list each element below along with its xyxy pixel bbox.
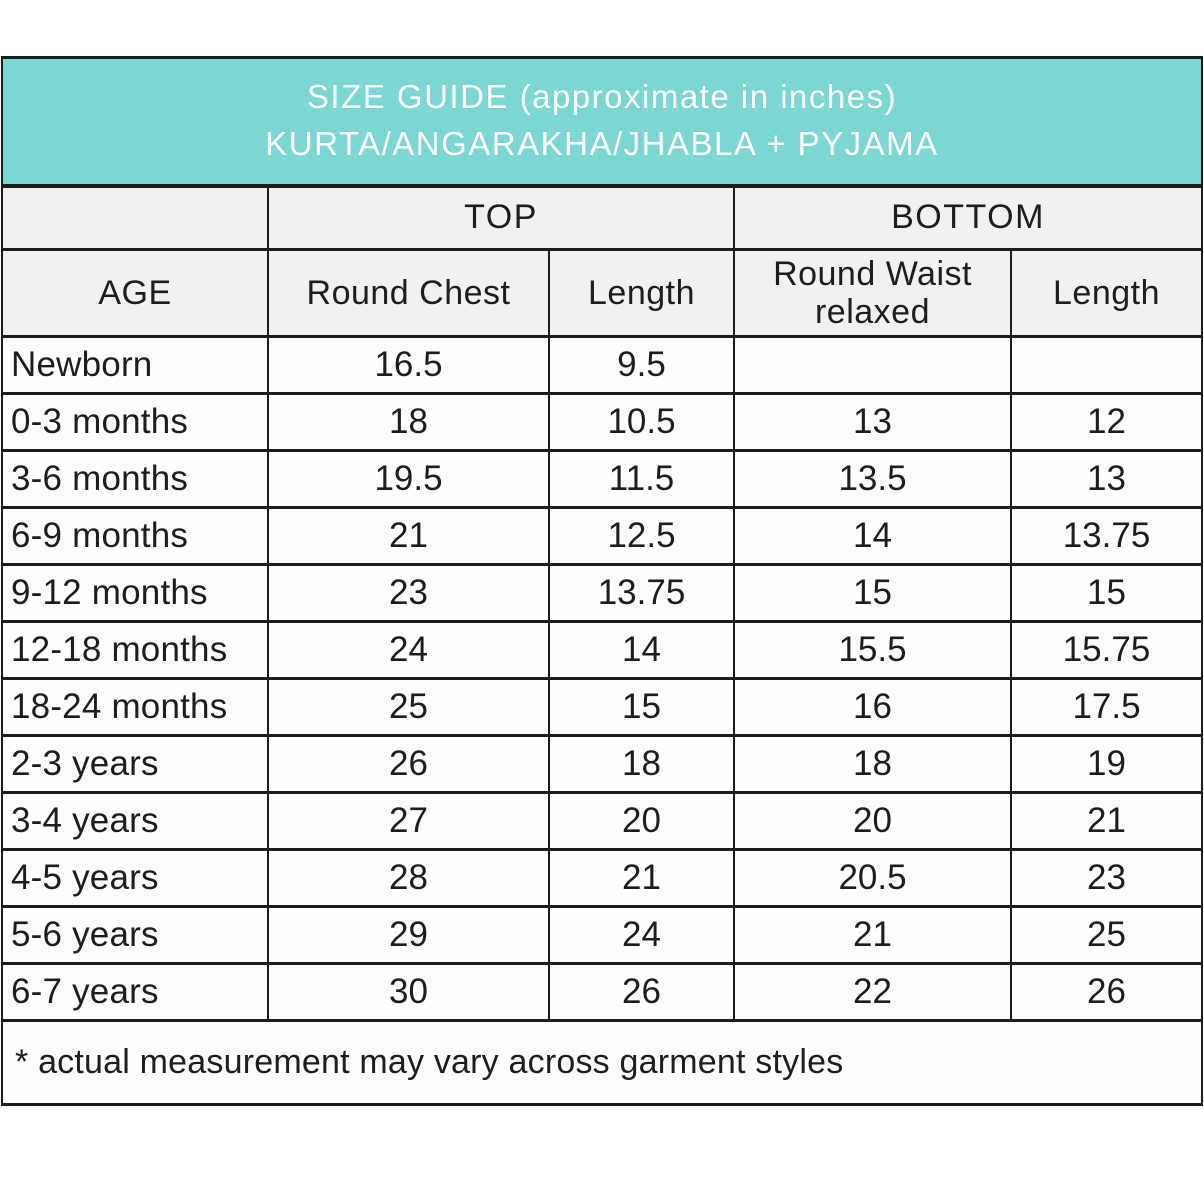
table-row-0-3-months — [2, 394, 1202, 451]
top-length-cell: 14 — [549, 622, 734, 679]
group-header-top: TOP — [268, 186, 734, 250]
size-guide-table — [1, 56, 1203, 1106]
round-waist-cell: 13.5 — [734, 451, 1011, 508]
table-row-18-24-months — [2, 679, 1202, 736]
column-header-bottom-length: Length — [1011, 250, 1202, 337]
table-row-6-9-months — [2, 508, 1202, 565]
round-waist-cell — [734, 337, 1011, 394]
round-chest-cell: 16.5 — [268, 337, 549, 394]
round-waist-cell: 20 — [734, 793, 1011, 850]
top-length-cell: 15 — [549, 679, 734, 736]
table-row-3-4-years — [2, 793, 1202, 850]
bottom-length-cell: 26 — [1011, 964, 1202, 1021]
column-header-round-waist: Round Waist relaxed — [734, 250, 1011, 337]
round-chest-cell: 25 — [268, 679, 549, 736]
table-row-9-12-months — [2, 565, 1202, 622]
column-header-round-chest: Round Chest — [268, 250, 549, 337]
top-length-cell: 13.75 — [549, 565, 734, 622]
round-waist-cell: 15 — [734, 565, 1011, 622]
top-length-cell: 12.5 — [549, 508, 734, 565]
age-cell: Newborn — [2, 337, 268, 394]
round-chest-cell: 24 — [268, 622, 549, 679]
round-chest-cell: 21 — [268, 508, 549, 565]
round-chest-cell: 18 — [268, 394, 549, 451]
top-length-cell: 18 — [549, 736, 734, 793]
bottom-length-cell: 17.5 — [1011, 679, 1202, 736]
top-length-cell: 21 — [549, 850, 734, 907]
table-row-12-18-months — [2, 622, 1202, 679]
top-length-cell: 26 — [549, 964, 734, 1021]
round-waist-cell: 22 — [734, 964, 1011, 1021]
bottom-length-cell: 13 — [1011, 451, 1202, 508]
age-cell: 5-6 years — [2, 907, 268, 964]
round-waist-cell: 21 — [734, 907, 1011, 964]
round-waist-cell: 13 — [734, 394, 1011, 451]
bottom-length-cell: 13.75 — [1011, 508, 1202, 565]
age-cell: 2-3 years — [2, 736, 268, 793]
top-length-cell: 11.5 — [549, 451, 734, 508]
top-length-cell: 9.5 — [549, 337, 734, 394]
table-row-6-7-years — [2, 964, 1202, 1021]
round-chest-cell: 23 — [268, 565, 549, 622]
title-line-1: SIZE GUIDE (approximate in inches) — [306, 78, 898, 116]
round-chest-cell: 19.5 — [268, 451, 549, 508]
age-cell: 3-4 years — [2, 793, 268, 850]
round-chest-cell: 26 — [268, 736, 549, 793]
top-length-cell: 20 — [549, 793, 734, 850]
round-chest-cell: 30 — [268, 964, 549, 1021]
group-header-bottom: BOTTOM — [734, 186, 1202, 250]
age-cell: 3-6 months — [2, 451, 268, 508]
bottom-length-cell: 12 — [1011, 394, 1202, 451]
bottom-length-cell: 15 — [1011, 565, 1202, 622]
bottom-length-cell: 19 — [1011, 736, 1202, 793]
column-header-top-length: Length — [549, 250, 734, 337]
group-header-row — [2, 186, 1202, 250]
top-length-cell: 24 — [549, 907, 734, 964]
age-cell: 6-9 months — [2, 508, 268, 565]
footnote-row — [2, 1021, 1202, 1105]
round-waist-cell: 16 — [734, 679, 1011, 736]
corner-cell — [2, 186, 268, 250]
column-header-row — [2, 250, 1202, 337]
top-length-cell: 10.5 — [549, 394, 734, 451]
bottom-length-cell: 25 — [1011, 907, 1202, 964]
age-cell: 6-7 years — [2, 964, 268, 1021]
round-chest-cell: 27 — [268, 793, 549, 850]
title-banner-row — [2, 58, 1202, 186]
title-banner — [2, 58, 1202, 186]
table-row-3-6-months — [2, 451, 1202, 508]
bottom-length-cell — [1011, 337, 1202, 394]
round-waist-cell: 15.5 — [734, 622, 1011, 679]
round-chest-cell: 29 — [268, 907, 549, 964]
bottom-length-cell: 15.75 — [1011, 622, 1202, 679]
bottom-length-cell: 21 — [1011, 793, 1202, 850]
bottom-length-cell: 23 — [1011, 850, 1202, 907]
age-cell: 0-3 months — [2, 394, 268, 451]
round-waist-cell: 18 — [734, 736, 1011, 793]
table-row-2-3-years — [2, 736, 1202, 793]
round-waist-cell: 14 — [734, 508, 1011, 565]
age-cell: 18-24 months — [2, 679, 268, 736]
round-waist-cell: 20.5 — [734, 850, 1011, 907]
age-cell: 12-18 months — [2, 622, 268, 679]
age-cell: 9-12 months — [2, 565, 268, 622]
column-header-age: AGE — [2, 250, 268, 337]
round-chest-cell: 28 — [268, 850, 549, 907]
footnote: * actual measurement may vary across garment styles — [2, 1021, 1202, 1105]
table-row-5-6-years — [2, 907, 1202, 964]
table-row-newborn — [2, 337, 1202, 394]
table-row-4-5-years — [2, 850, 1202, 907]
age-cell: 4-5 years — [2, 850, 268, 907]
title-line-2: KURTA/ANGARAKHA/JHABLA + PYJAMA — [265, 125, 939, 163]
